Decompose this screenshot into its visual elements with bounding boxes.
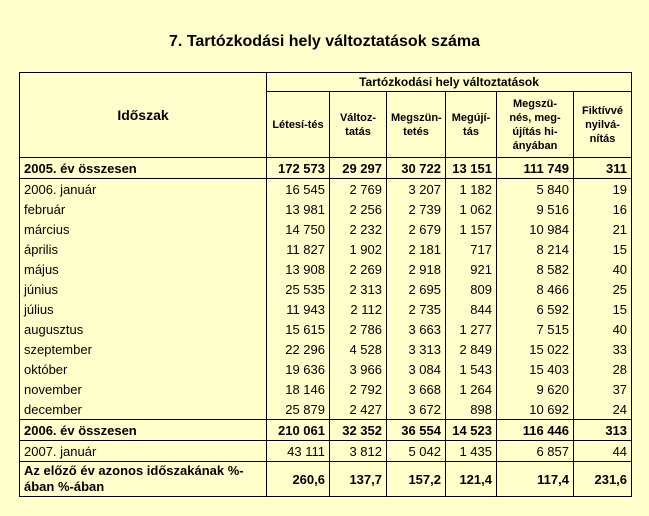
table-cell: 14 523 bbox=[446, 420, 497, 441]
table-cell: 19 636 bbox=[267, 359, 330, 379]
row-label bbox=[20, 462, 267, 497]
row-label: április bbox=[20, 239, 267, 259]
table-cell: 2 792 bbox=[330, 379, 387, 399]
table-cell: 2 739 bbox=[387, 199, 446, 219]
table-cell: 25 bbox=[574, 279, 632, 299]
table-cell: 40 bbox=[574, 259, 632, 279]
table-cell: 13 151 bbox=[446, 158, 497, 179]
table-row bbox=[20, 219, 632, 239]
row-label: október bbox=[20, 359, 267, 379]
table-cell: 1 435 bbox=[446, 441, 497, 462]
table-cell: 2 769 bbox=[330, 179, 387, 200]
table-row bbox=[20, 420, 632, 441]
table-cell: 172 573 bbox=[267, 158, 330, 179]
table-row bbox=[20, 158, 632, 179]
column-header bbox=[574, 92, 632, 158]
table-row bbox=[20, 399, 632, 420]
table-cell: 3 668 bbox=[387, 379, 446, 399]
table-cell: 7 515 bbox=[497, 319, 574, 339]
row-label: július bbox=[20, 299, 267, 319]
table-cell: 1 182 bbox=[446, 179, 497, 200]
table-cell: 116 446 bbox=[497, 420, 574, 441]
table-cell: 1 902 bbox=[330, 239, 387, 259]
row-label: 2007. január bbox=[20, 441, 267, 462]
table-cell: 24 bbox=[574, 399, 632, 420]
table-cell: 9 516 bbox=[497, 199, 574, 219]
table-cell: 1 543 bbox=[446, 359, 497, 379]
table-cell: 1 264 bbox=[446, 379, 497, 399]
table-cell: 844 bbox=[446, 299, 497, 319]
table-row bbox=[20, 379, 632, 399]
table-cell: 5 840 bbox=[497, 179, 574, 200]
column-header bbox=[387, 92, 446, 158]
table-cell: 30 722 bbox=[387, 158, 446, 179]
column-header-line: Létesí-tés bbox=[272, 118, 324, 131]
column-header bbox=[446, 92, 497, 158]
table-cell: 2 849 bbox=[446, 339, 497, 359]
table-cell: 44 bbox=[574, 441, 632, 462]
row-label: február bbox=[20, 199, 267, 219]
table-cell: 260,6 bbox=[267, 462, 330, 497]
table-cell: 15 615 bbox=[267, 319, 330, 339]
table-cell: 6 857 bbox=[497, 441, 574, 462]
row-label: március bbox=[20, 219, 267, 239]
table-row bbox=[20, 199, 632, 219]
table-cell: 2 313 bbox=[330, 279, 387, 299]
table-cell: 15 403 bbox=[497, 359, 574, 379]
table-cell: 16 bbox=[574, 199, 632, 219]
row-label: 2006. év összesen bbox=[20, 420, 267, 441]
table-body bbox=[20, 158, 632, 497]
table-cell: 25 535 bbox=[267, 279, 330, 299]
row-label: június bbox=[20, 279, 267, 299]
table-cell: 15 022 bbox=[497, 339, 574, 359]
table-row-footer bbox=[20, 462, 632, 497]
row-label: augusztus bbox=[20, 319, 267, 339]
row-label: december bbox=[20, 399, 267, 420]
row-label: 2005. év összesen bbox=[20, 158, 267, 179]
table-row bbox=[20, 239, 632, 259]
table-cell: 15 bbox=[574, 299, 632, 319]
table-cell: 9 620 bbox=[497, 379, 574, 399]
row-label: 2006. január bbox=[20, 179, 267, 200]
row-label-line: ában %-ában bbox=[24, 479, 105, 494]
column-header-line: nés, meg- bbox=[509, 111, 561, 124]
table-cell: 19 bbox=[574, 179, 632, 200]
table-cell: 18 146 bbox=[267, 379, 330, 399]
column-header-line: tás bbox=[463, 125, 479, 138]
table-cell: 16 545 bbox=[267, 179, 330, 200]
table-row bbox=[20, 339, 632, 359]
table-cell: 11 943 bbox=[267, 299, 330, 319]
table-cell: 3 084 bbox=[387, 359, 446, 379]
table-cell: 898 bbox=[446, 399, 497, 420]
table-cell: 10 984 bbox=[497, 219, 574, 239]
table-cell: 25 879 bbox=[267, 399, 330, 420]
table-cell: 8 214 bbox=[497, 239, 574, 259]
table-row bbox=[20, 441, 632, 462]
table-row bbox=[20, 179, 632, 200]
table-row bbox=[20, 279, 632, 299]
page-title: 7. Tartózkodási hely változtatások száma bbox=[169, 33, 480, 50]
table-cell: 15 bbox=[574, 239, 632, 259]
table-cell: 14 750 bbox=[267, 219, 330, 239]
table-cell: 21 bbox=[574, 219, 632, 239]
table-cell: 5 042 bbox=[387, 441, 446, 462]
table-cell: 2 695 bbox=[387, 279, 446, 299]
column-header-line: tetés bbox=[403, 125, 429, 138]
table-row bbox=[20, 319, 632, 339]
table-cell: 2 735 bbox=[387, 299, 446, 319]
table-cell: 2 679 bbox=[387, 219, 446, 239]
table-cell: 210 061 bbox=[267, 420, 330, 441]
table-cell: 6 592 bbox=[497, 299, 574, 319]
table-cell: 809 bbox=[446, 279, 497, 299]
column-header-line: újítás hi- bbox=[512, 125, 558, 138]
table-cell: 2 232 bbox=[330, 219, 387, 239]
column-header-line: Megújí- bbox=[451, 111, 491, 124]
table-cell: 13 981 bbox=[267, 199, 330, 219]
column-header bbox=[497, 92, 574, 158]
column-header-line: Fiktívvé bbox=[582, 104, 623, 117]
column-header-line: Megszün- bbox=[391, 111, 442, 124]
table-cell: 2 427 bbox=[330, 399, 387, 420]
table-cell: 2 256 bbox=[330, 199, 387, 219]
table-cell: 28 bbox=[574, 359, 632, 379]
table-cell: 3 812 bbox=[330, 441, 387, 462]
table-cell: 921 bbox=[446, 259, 497, 279]
table-cell: 13 908 bbox=[267, 259, 330, 279]
table-cell: 2 786 bbox=[330, 319, 387, 339]
table-cell: 8 582 bbox=[497, 259, 574, 279]
column-header bbox=[330, 92, 387, 158]
column-header-line: tatás bbox=[345, 125, 371, 138]
table-cell: 311 bbox=[574, 158, 632, 179]
table-cell: 3 313 bbox=[387, 339, 446, 359]
column-header-line: nítás bbox=[589, 132, 616, 145]
table-row bbox=[20, 299, 632, 319]
table-cell: 10 692 bbox=[497, 399, 574, 420]
row-label-line: Az előző év azonos időszakának %- bbox=[24, 463, 244, 478]
table-cell: 3 966 bbox=[330, 359, 387, 379]
table-cell: 3 207 bbox=[387, 179, 446, 200]
table-cell: 29 297 bbox=[330, 158, 387, 179]
table-cell: 40 bbox=[574, 319, 632, 339]
table-cell: 121,4 bbox=[446, 462, 497, 497]
table-cell: 2 181 bbox=[387, 239, 446, 259]
column-header-line: Megszü- bbox=[513, 97, 557, 110]
table-cell: 111 749 bbox=[497, 158, 574, 179]
table-cell: 1 277 bbox=[446, 319, 497, 339]
column-header-line: nyilvá- bbox=[585, 118, 620, 131]
table-cell: 22 296 bbox=[267, 339, 330, 359]
table-cell: 32 352 bbox=[330, 420, 387, 441]
table-cell: 717 bbox=[446, 239, 497, 259]
table-cell: 1 157 bbox=[446, 219, 497, 239]
table-cell: 3 672 bbox=[387, 399, 446, 420]
row-label: május bbox=[20, 259, 267, 279]
table-cell: 2 918 bbox=[387, 259, 446, 279]
table-cell: 157,2 bbox=[387, 462, 446, 497]
table-cell: 3 663 bbox=[387, 319, 446, 339]
column-group-header: Tartózkodási hely változtatások bbox=[267, 73, 632, 92]
table-cell: 137,7 bbox=[330, 462, 387, 497]
table-row bbox=[20, 259, 632, 279]
table-cell: 43 111 bbox=[267, 441, 330, 462]
column-header bbox=[267, 92, 330, 158]
table-cell: 231,6 bbox=[574, 462, 632, 497]
column-header-line: Változ- bbox=[339, 111, 377, 124]
data-table bbox=[19, 72, 632, 497]
column-header-period: Időszak bbox=[20, 73, 267, 158]
table-row bbox=[20, 359, 632, 379]
table-cell: 2 269 bbox=[330, 259, 387, 279]
table-cell: 313 bbox=[574, 420, 632, 441]
row-label: szeptember bbox=[20, 339, 267, 359]
table-cell: 1 062 bbox=[446, 199, 497, 219]
table-cell: 2 112 bbox=[330, 299, 387, 319]
column-header-line: ányában bbox=[512, 139, 558, 152]
table-cell: 33 bbox=[574, 339, 632, 359]
table-cell: 11 827 bbox=[267, 239, 330, 259]
table-cell: 8 466 bbox=[497, 279, 574, 299]
row-label: november bbox=[20, 379, 267, 399]
table-cell: 37 bbox=[574, 379, 632, 399]
table-cell: 36 554 bbox=[387, 420, 446, 441]
table-cell: 4 528 bbox=[330, 339, 387, 359]
table-cell: 117,4 bbox=[497, 462, 574, 497]
